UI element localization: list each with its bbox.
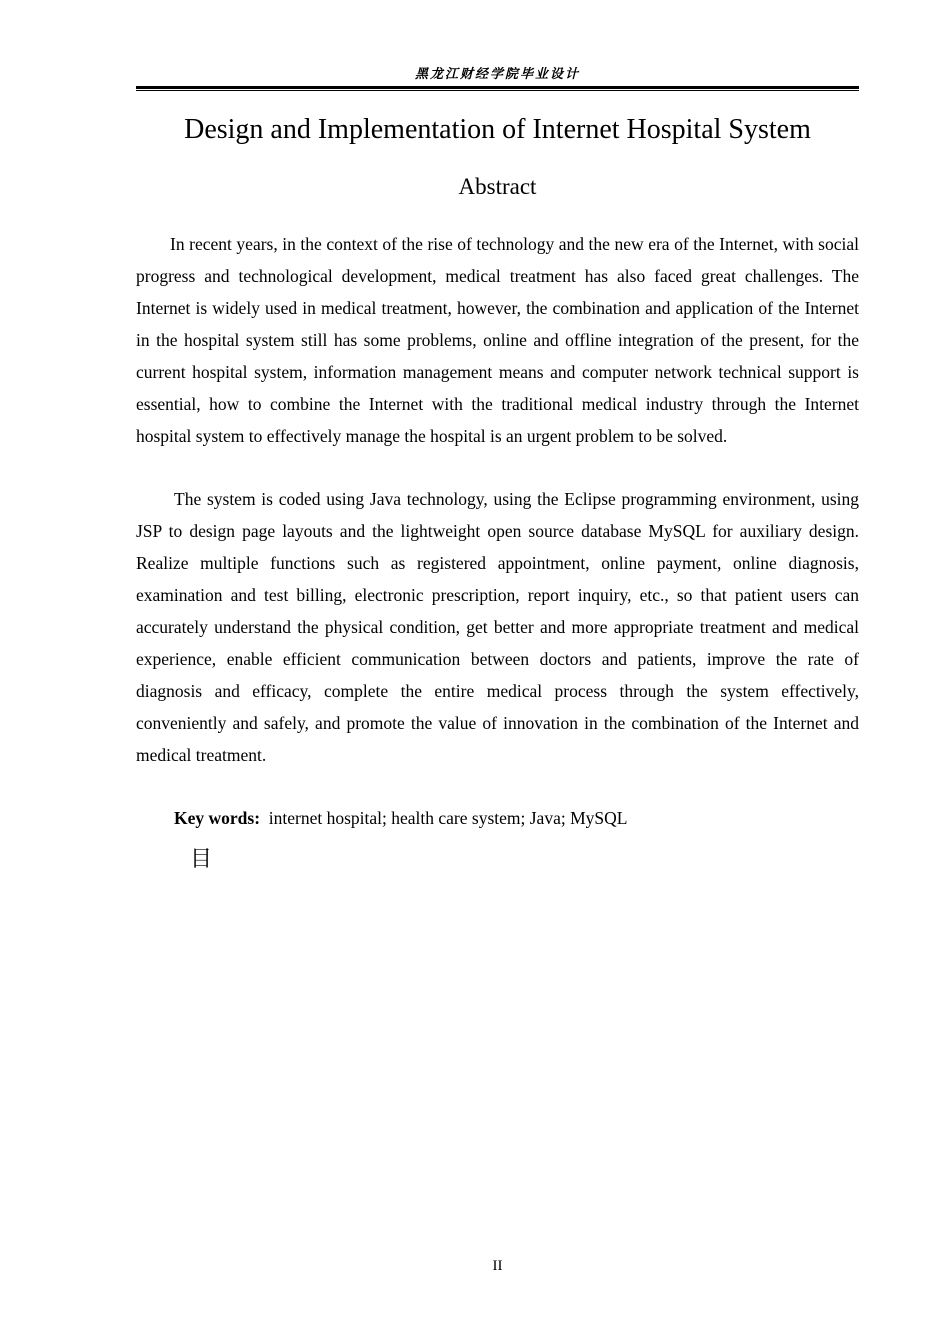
keywords-value: internet hospital; health care system; Java; MySQL bbox=[268, 808, 628, 828]
header-rule-thick bbox=[136, 86, 859, 89]
keywords-line bbox=[174, 802, 859, 834]
abstract-paragraph-2: The system is coded using Java technology, using the Eclipse programming environment, using JSP to design page layouts and the lightweight open source database MySQL for auxiliary design. Realize multiple functions such as registered appointment, online payment, online diagnosis, examination and test billing, electronic prescription, report inquiry, etc., so that patient users can accurately understand the physical condition, get better and more appropriate treatment and medical experience, enable efficient communication between doctors and patients, improve the rate of diagnosis and efficacy, complete the entire medical process through the system effectively, conveniently and safely, and promote the value of innovation in the combination of the Internet and medical treatment. bbox=[136, 489, 859, 765]
running-header: 黑龙江财经学院毕业设计 bbox=[414, 67, 580, 82]
abstract-heading: Abstract bbox=[458, 174, 537, 199]
header-rule-thin bbox=[136, 90, 859, 91]
abstract-paragraph-1: In recent years, in the context of the rise of technology and the new era of the Internet, with social progress and technological development, medical treatment has also faced great challenges. The Internet is widely used in medical treatment, however, the combination and application of the Internet in the hospital system still has some problems, online and offline integration of the present, for the current hospital system, information management means and computer network technical support is essential, how to combine the Internet with the traditional medical industry through the Internet hospital system to effectively manage the hospital is an urgent problem to be solved. bbox=[136, 234, 859, 446]
page-number: II bbox=[492, 1258, 503, 1274]
keywords-label: Key words: bbox=[174, 808, 261, 828]
document-title: Design and Implementation of Internet Hospital System bbox=[184, 114, 811, 145]
toc-heading-fragment: 目 bbox=[190, 847, 213, 872]
